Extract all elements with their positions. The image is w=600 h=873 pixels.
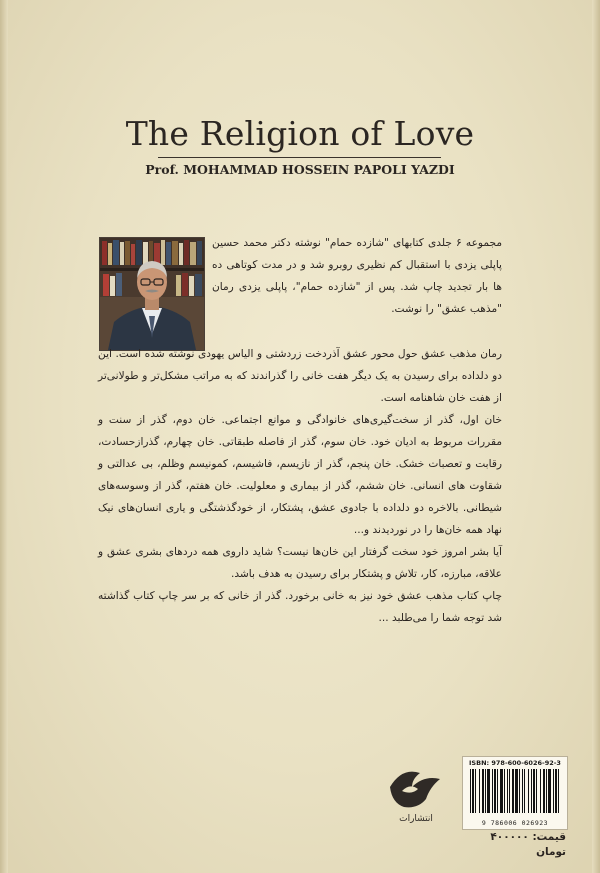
barcode-bar — [558, 769, 559, 813]
barcode-bar — [494, 769, 496, 813]
barcode-bar — [528, 769, 529, 813]
barcode-bar — [509, 769, 510, 813]
barcode-bar — [555, 769, 557, 813]
barcode-bar — [507, 769, 508, 813]
barcode-bar — [475, 769, 476, 813]
isbn-number: ISBN: 978-600-6026-92-3 — [469, 759, 561, 767]
barcode-bar — [500, 769, 503, 813]
synopsis-paragraph: آیا بشر امروز خود سخت گرفتار این خان‌ها نیست؟ شاید داروی همه دردهای بشری عشق و علاقه، مبارزه، کار، تلاش و پشتکار برای رسیدن به هدف باشد. — [98, 546, 502, 580]
title-divider — [158, 157, 441, 158]
barcode-bar — [546, 769, 547, 813]
price-label: قیمت: ۴۰۰۰۰۰ تومان — [490, 831, 566, 858]
intro-paragraph — [212, 232, 502, 320]
barcode-bar — [504, 769, 505, 813]
synopsis-paragraph: رمان مذهب عشق حول محور عشق آذردخت زردشتی و الیاس یهودی نوشته شده است. این دو دلداده برای رسیدن به یک دیگر هفت خانی را گذراندند که به مراتب مشکل‌تر و طولانی‌تر از هفت خان شاهنامه است. — [98, 348, 502, 404]
synopsis-paragraph: چاپ کتاب مذهب عشق خود نیز به خانی برخورد. گذر از خانی که بر سر چاپ کتاب گذاشته شد توجه شما را می‌طلبد ... — [98, 590, 502, 624]
barcode-bar — [531, 769, 532, 813]
barcode-bar — [492, 769, 493, 813]
barcode-bar — [487, 769, 490, 813]
publisher-logo-icon — [382, 757, 452, 827]
barcode-bar — [548, 769, 551, 813]
barcode-bar — [553, 769, 554, 813]
barcode-bar — [485, 769, 486, 813]
barcode-bar — [522, 769, 523, 813]
book-title: The Religion of Love — [125, 114, 475, 153]
barcode-bar — [543, 769, 545, 813]
barcode-bar — [524, 769, 525, 813]
publisher-logo-text: انتشارات — [399, 814, 433, 824]
barcode-bar — [515, 769, 518, 813]
author-portrait-icon — [100, 238, 204, 350]
author-name: Prof. MOHAMMAD HOSSEIN PAPOLI YAZDI — [145, 162, 455, 177]
intro-paragraph-text: مجموعه ۶ جلدی کتابهای "شازده حمام" نوشته دکتر محمد حسین پاپلی یزدی با استقبال کم نظیری روبرو شد و در مدت کوتاهی ده ها بار تجدید چاپ شد. پس از "شازده حمام"، پاپلی یزدی رمان "مذهب عشق" را نوشت. — [212, 237, 503, 315]
barcode-bar — [512, 769, 514, 813]
barcode-bar — [519, 769, 520, 813]
barcode-digits: 9 786006 026923 — [481, 819, 549, 827]
synopsis-paragraph: خان اول، گذر از سخت‌گیری‌های خانوادگی و موانع اجتماعی. خان دوم، گذر از سنت و مقررات مربوط به ادیان خود. خان سوم، گذر از فاصله طبقاتی. خان چهارم، گذرازحسادت، رقابت و تعصبات خشک. خان پنجم، گذر از نازیسم، فاشیسم، کمونیسم وظلم، بی عدالتی و شقاوت های انسانی. خان ششم، گذر از بیماری و معلولیت. خان هفتم، گذر از وسوسه‌های شیطانی. بالاخره دو دلداده با جادوی عشق، پشتکار، از خودگذشتگی و یاری انسان‌های نیک نهاد همه خان‌ها را در نوردیدند و... — [98, 414, 502, 536]
synopsis-text — [98, 343, 502, 629]
barcode-bar — [497, 769, 498, 813]
barcode-bar — [472, 769, 474, 813]
barcode-bar — [470, 769, 471, 813]
barcode-bar — [536, 769, 537, 813]
barcode-bar — [479, 769, 480, 813]
isbn-barcode — [462, 756, 568, 830]
author-portrait — [99, 237, 205, 351]
barcode-bar — [482, 769, 484, 813]
publisher-logo — [382, 757, 452, 827]
barcode-bars-icon — [469, 769, 561, 813]
barcode-bar — [533, 769, 535, 813]
barcode-bar — [540, 769, 541, 813]
